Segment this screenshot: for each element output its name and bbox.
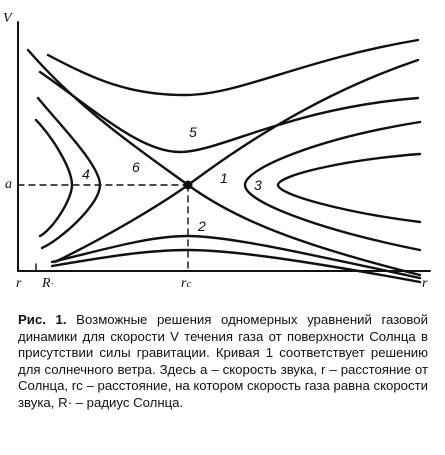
r-axis-right-label: r bbox=[422, 276, 428, 291]
critical-point bbox=[184, 181, 193, 190]
v-axis-label: V bbox=[3, 11, 12, 26]
curve-label-5: 5 bbox=[189, 124, 197, 140]
caption-text: Возможные решения одномерных уравнений газовой динамики для скорости V течения газа от поверхности Солнца в присутствии силы гравитации. Кривая 1 соответствует решению для солнечного ветра. Здесь a – скорость звука, r – расстояние от Солнца, rc – расстояние, на котором скорость газа равна скорости звука, R· – радиус Солнца. bbox=[18, 312, 428, 410]
curve-3-inner bbox=[278, 154, 420, 222]
critical-radius-label: rc bbox=[181, 276, 192, 291]
caption-label: Рис. 1. bbox=[18, 312, 67, 327]
solar-radius-label: R· bbox=[42, 276, 54, 291]
curve-5 bbox=[40, 72, 418, 152]
r-axis-left-label: r bbox=[16, 276, 22, 291]
curve-label-1: 1 bbox=[220, 170, 228, 186]
curve-label-4: 4 bbox=[82, 166, 90, 182]
curve-label-6: 6 bbox=[132, 159, 140, 175]
curve-upper-outer bbox=[48, 40, 418, 95]
a-label: a bbox=[5, 177, 12, 192]
figure-caption bbox=[18, 312, 428, 412]
curve-4-inner bbox=[36, 120, 72, 236]
curve-6 bbox=[28, 50, 420, 275]
curve-label-3: 3 bbox=[254, 177, 262, 193]
curve-label-2: 2 bbox=[198, 218, 206, 234]
